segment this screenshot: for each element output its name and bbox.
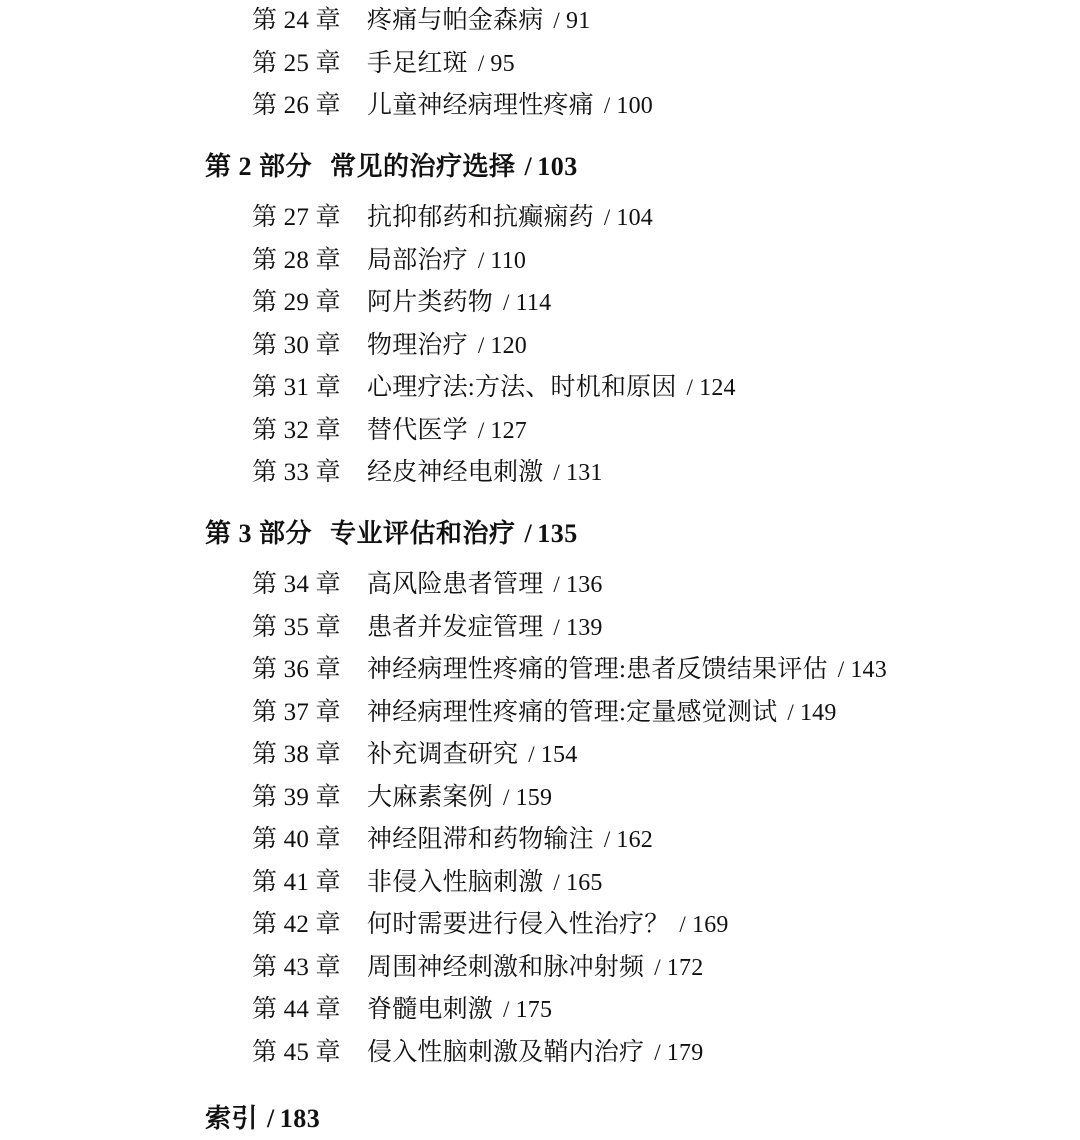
separator: / (477, 417, 485, 443)
page-number: 104 (616, 205, 654, 231)
chapter-title: 儿童神经病理性疼痛 (367, 92, 594, 119)
separator: / (679, 912, 686, 937)
part-number: 第 3 部分 (205, 518, 313, 548)
page-number: 120 (490, 332, 528, 359)
chapter-title: 神经病理性疼痛的管理:定量感觉测试 (367, 698, 778, 726)
separator: / (553, 614, 560, 640)
chapter-title: 手足红斑 (367, 49, 468, 77)
toc-entry[interactable] (0, 734, 1080, 777)
separator: / (503, 784, 510, 810)
separator: / (477, 247, 485, 273)
chapter-title: 物理治疗 (367, 331, 468, 359)
page-number: 172 (666, 954, 704, 981)
chapter-number: 第 42 章 (252, 911, 341, 938)
separator: / (553, 869, 560, 895)
toc-entry[interactable] (0, 947, 1080, 990)
chapter-number: 第 31 章 (252, 374, 341, 401)
chapter-number: 第 36 章 (252, 656, 341, 683)
toc-entry-group-part-3 (0, 564, 1080, 1074)
separator: / (524, 518, 533, 548)
chapter-number: 第 26 章 (252, 92, 341, 119)
chapter-number: 第 34 章 (252, 571, 341, 598)
separator: / (553, 460, 560, 485)
page-number: 165 (566, 869, 603, 896)
separator: / (654, 954, 661, 980)
chapter-number: 第 29 章 (252, 289, 341, 316)
toc-entry[interactable] (0, 240, 1080, 283)
toc-entry[interactable] (0, 607, 1080, 650)
page-number: 127 (490, 417, 528, 444)
chapter-number: 第 45 章 (252, 1038, 341, 1066)
page-number: 95 (490, 50, 515, 77)
page-number: 131 (566, 460, 603, 486)
chapter-number: 第 40 章 (252, 826, 341, 853)
separator: / (503, 290, 510, 315)
page-number: 143 (850, 657, 887, 683)
toc-entry[interactable] (0, 692, 1080, 735)
separator: / (787, 699, 794, 725)
separator: / (553, 572, 560, 597)
chapter-number: 第 37 章 (252, 698, 341, 726)
separator: / (528, 742, 535, 767)
separator: / (477, 332, 485, 358)
page-number: 183 (279, 1104, 321, 1133)
chapter-title: 心理疗法:方法、时机和原因 (367, 374, 677, 401)
chapter-title: 神经阻滞和药物输注 (367, 826, 594, 853)
page-number: 169 (692, 912, 729, 938)
chapter-title: 补充调查研究 (367, 741, 519, 768)
separator: / (267, 1104, 275, 1133)
page-number: 91 (566, 8, 591, 34)
toc-entry[interactable] (0, 197, 1080, 240)
toc-part-heading[interactable] (0, 146, 1080, 188)
toc-entry[interactable] (0, 85, 1080, 128)
chapter-title: 经皮神经电刺激 (367, 459, 544, 486)
toc-index-entry[interactable] (0, 1098, 1080, 1140)
toc-entry[interactable] (0, 325, 1080, 368)
toc-entry[interactable] (0, 862, 1080, 905)
separator: / (603, 827, 611, 852)
chapter-number: 第 32 章 (252, 416, 341, 444)
chapter-title: 局部治疗 (367, 246, 468, 274)
separator: / (553, 8, 560, 33)
toc-entry[interactable] (0, 367, 1080, 410)
separator: / (603, 93, 611, 118)
separator: / (477, 50, 485, 76)
toc-entry[interactable] (0, 777, 1080, 820)
toc-entry-group-continued (0, 0, 1080, 128)
page-number: 162 (616, 827, 654, 853)
separator: / (686, 375, 694, 400)
chapter-number: 第 35 章 (252, 613, 341, 641)
page-number: 135 (537, 518, 578, 548)
chapter-number: 第 30 章 (252, 331, 341, 359)
toc-entry[interactable] (0, 904, 1080, 947)
page-number: 179 (666, 1039, 704, 1066)
part-title: 专业评估和治疗 (330, 518, 516, 548)
chapter-title: 脊髓电刺激 (367, 996, 494, 1023)
chapter-title: 侵入性脑刺激及鞘内治疗 (367, 1038, 645, 1066)
chapter-title: 替代医学 (367, 416, 468, 444)
separator: / (603, 205, 611, 230)
toc-entry[interactable] (0, 989, 1080, 1032)
chapter-number: 第 43 章 (252, 953, 341, 981)
page-number: 149 (799, 699, 837, 726)
chapter-title: 周围神经刺激和脉冲射频 (367, 953, 645, 981)
chapter-number: 第 41 章 (252, 868, 341, 896)
page-number: 103 (537, 151, 578, 181)
toc-entry[interactable] (0, 1032, 1080, 1075)
chapter-title: 高风险患者管理 (367, 571, 544, 598)
chapter-title: 抗抑郁药和抗癫痫药 (367, 204, 594, 231)
toc-entry[interactable] (0, 452, 1080, 495)
page-number: 154 (540, 742, 578, 768)
chapter-number: 第 44 章 (252, 996, 341, 1023)
page-number: 136 (566, 572, 603, 598)
toc-entry[interactable] (0, 819, 1080, 862)
page-number: 100 (616, 93, 654, 119)
index-label: 索引 (205, 1104, 259, 1133)
separator: / (524, 151, 533, 181)
page-number: 124 (699, 375, 736, 401)
page-number: 175 (515, 997, 553, 1023)
toc-entry-group-part-2 (0, 197, 1080, 495)
chapter-title: 神经病理性疼痛的管理:患者反馈结果评估 (367, 656, 828, 683)
chapter-number: 第 25 章 (252, 49, 341, 77)
chapter-title: 患者并发症管理 (367, 613, 544, 641)
page-number: 159 (515, 784, 553, 811)
chapter-title: 阿片类药物 (367, 289, 494, 316)
separator: / (503, 997, 510, 1022)
toc-entry[interactable] (0, 282, 1080, 325)
toc-entry[interactable] (0, 0, 1080, 43)
chapter-number: 第 33 章 (252, 459, 341, 486)
separator: / (837, 657, 845, 682)
toc-entry[interactable] (0, 649, 1080, 692)
page-number: 114 (515, 290, 552, 316)
chapter-number: 第 27 章 (252, 204, 341, 231)
toc-entry[interactable] (0, 410, 1080, 453)
chapter-title: 非侵入性脑刺激 (367, 868, 544, 896)
separator: / (654, 1039, 661, 1065)
page-number: 110 (490, 247, 527, 274)
page-number: 139 (566, 614, 603, 641)
toc-entry[interactable] (0, 43, 1080, 86)
chapter-number: 第 39 章 (252, 783, 341, 811)
toc-part-heading[interactable] (0, 513, 1080, 555)
chapter-title: 何时需要进行侵入性治疗？ (367, 911, 670, 938)
chapter-title: 疼痛与帕金森病 (367, 7, 544, 34)
chapter-number: 第 28 章 (252, 246, 341, 274)
chapter-title: 大麻素案例 (367, 783, 494, 811)
part-number: 第 2 部分 (205, 151, 313, 181)
part-title: 常见的治疗选择 (330, 151, 516, 181)
chapter-number: 第 24 章 (252, 7, 341, 34)
toc-entry[interactable] (0, 564, 1080, 607)
chapter-number: 第 38 章 (252, 741, 341, 768)
